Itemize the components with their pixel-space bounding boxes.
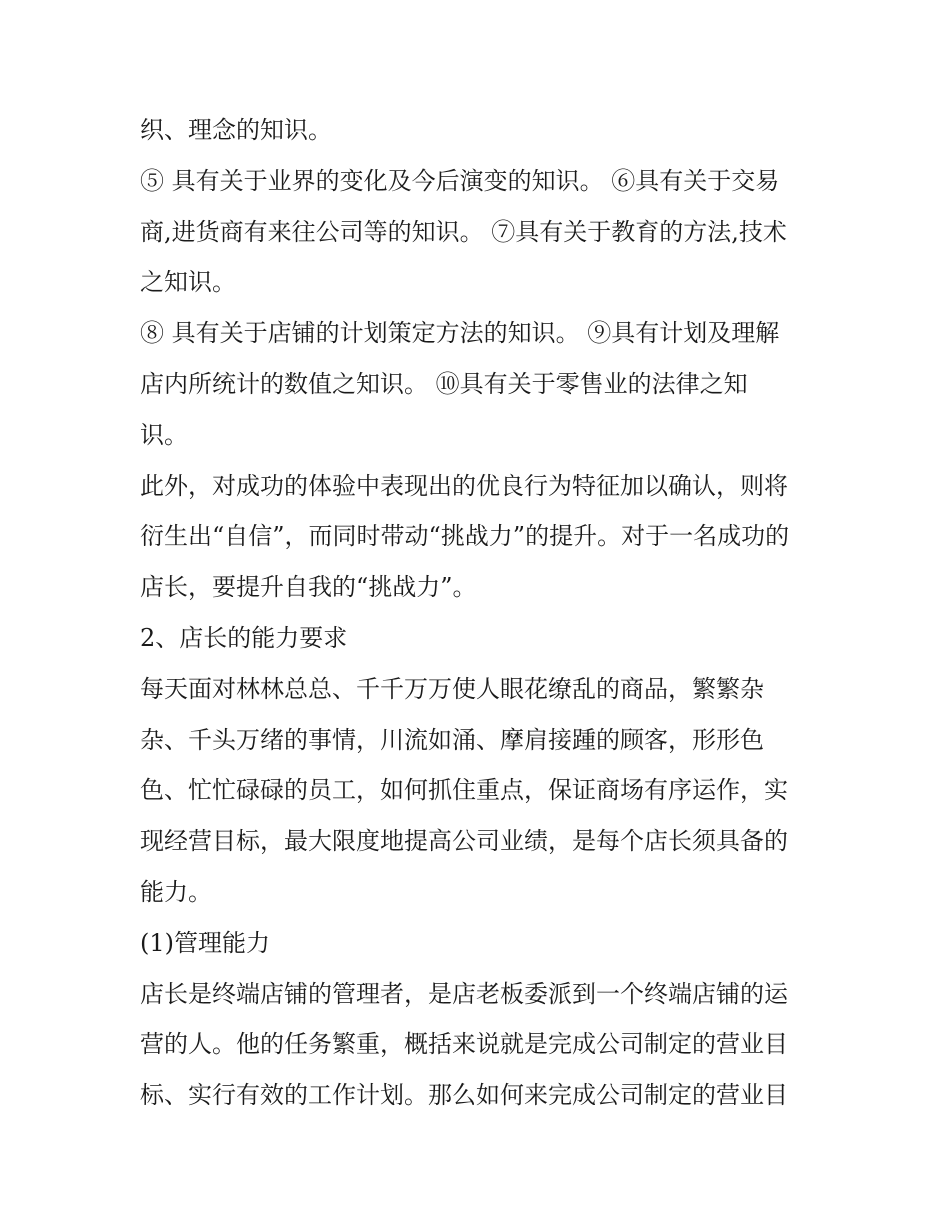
text-line: 之知识。 bbox=[140, 268, 236, 297]
text-line: ⑧ 具有关于店铺的计划策定方法的知识。 ⑨具有计划及理解 bbox=[140, 319, 780, 348]
text-line: 每天面对林林总总、千千万万使人眼花缭乱的商品，繁繁杂 bbox=[140, 674, 764, 703]
text-line: 衍生出“自信”，而同时带动“挑战力”的提升。对于一名成功的 bbox=[140, 522, 790, 551]
text-line: 杂、千头万绪的事情，川流如涌、摩肩接踵的顾客，形形色 bbox=[140, 725, 764, 754]
text-line: 商,进货商有来往公司等的知识。 ⑦具有关于教育的方法,技术 bbox=[140, 217, 787, 246]
text-line: 现经营目标，最大限度地提高公司业绩，是每个店长须具备的 bbox=[140, 827, 788, 856]
text-line: 能力。 bbox=[140, 877, 212, 906]
text-line: 识。 bbox=[140, 420, 188, 449]
text-line: 色、忙忙碌碌的员工，如何抓住重点，保证商场有序运作，实 bbox=[140, 776, 788, 805]
text-line: 店长，要提升自我的“挑战力”。 bbox=[140, 573, 477, 602]
text-line: 店内所统计的数值之知识。 ⑩具有关于零售业的法律之知 bbox=[140, 369, 748, 398]
subsection-heading: (1)管理能力 bbox=[140, 928, 270, 957]
text-line: 营的人。他的任务繁重，概括来说就是完成公司制定的营业目 bbox=[140, 1030, 788, 1059]
text-line: ⑤ 具有关于业界的变化及今后演变的知识。 ⑥具有关于交易 bbox=[140, 166, 780, 195]
section-heading: 2、店长的能力要求 bbox=[140, 623, 348, 652]
text-line: 织、理念的知识。 bbox=[140, 116, 332, 144]
text-line: 标、实行有效的工作计划。那么如何来完成公司制定的营业目 bbox=[140, 1081, 788, 1110]
text-line: 此外，对成功的体验中表现出的优良行为特征加以确认，则将 bbox=[140, 471, 788, 500]
text-line: 店长是终端店铺的管理者，是店老板委派到一个终端店铺的运 bbox=[140, 979, 788, 1008]
document-body bbox=[140, 105, 820, 1121]
